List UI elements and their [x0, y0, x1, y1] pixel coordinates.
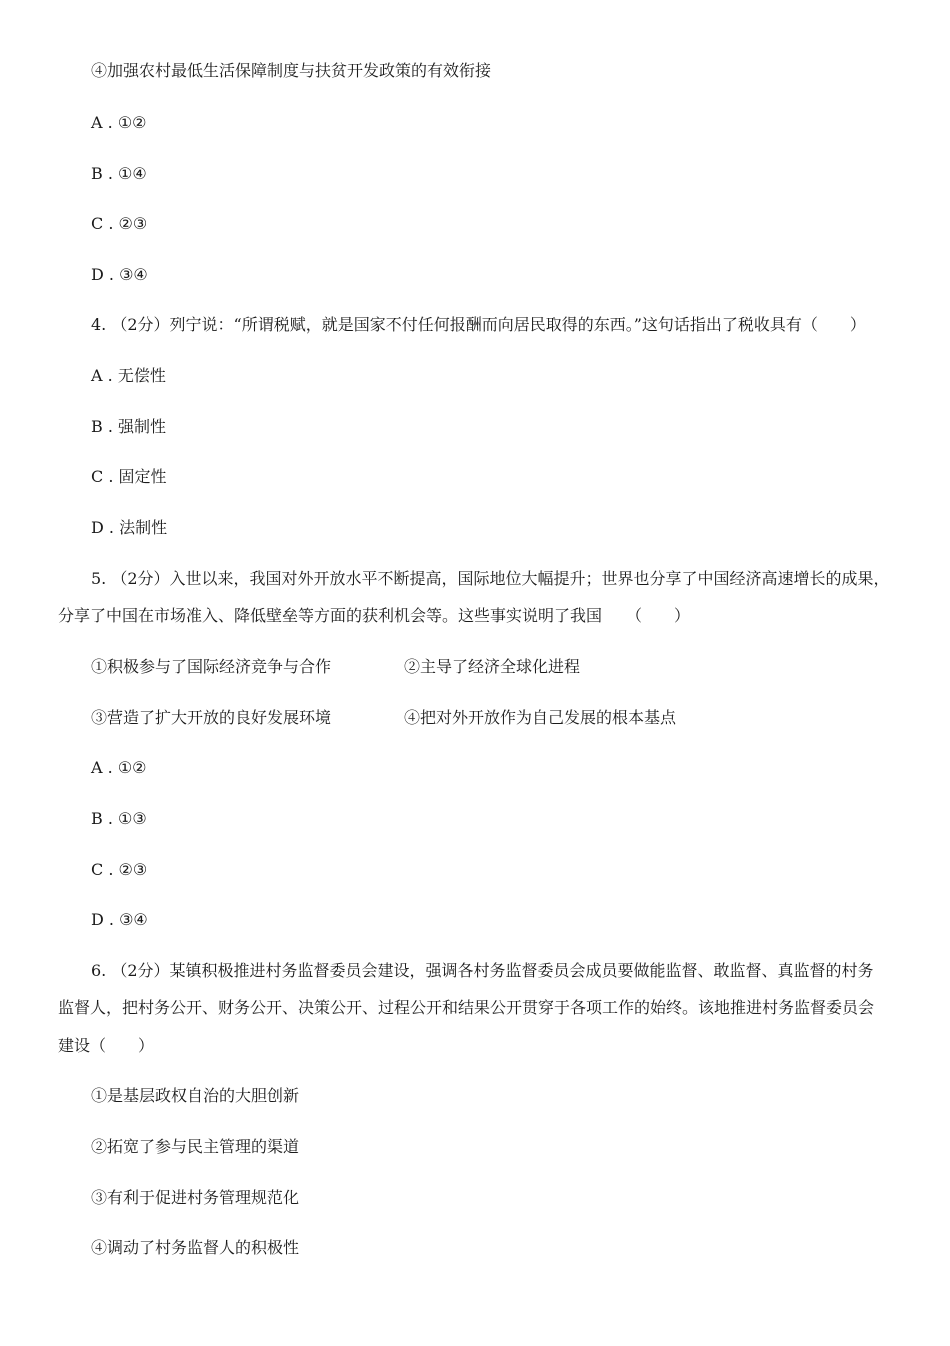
q6-stem-line-1: 6. （2分）某镇积极推进村务监督委员会建设，强调各村务监督委员会成员要做能监督、敢监督、真监督的村务 — [91, 961, 874, 980]
q4-option-b[interactable]: B . 强制性 — [91, 417, 167, 436]
q3-item-4: ④加强农村最低生活保障制度与扶贫开发政策的有效衔接 — [91, 61, 492, 80]
q4-option-c[interactable]: C . 固定性 — [91, 467, 167, 486]
q3-option-c[interactable]: C . ②③ — [91, 214, 148, 233]
q5-item-1: ①积极参与了国际经济竞争与合作 — [91, 657, 332, 676]
q4-option-d[interactable]: D . 法制性 — [91, 518, 168, 537]
q3-option-a[interactable]: A . ①② — [91, 113, 147, 132]
q4-stem: 4. （2分）列宁说：“所谓税赋，就是国家不付任何报酬而向居民取得的东西。”这句话指出了税收具有（ ） — [91, 315, 866, 334]
q5-item-3: ③营造了扩大开放的良好发展环境 — [91, 708, 332, 727]
q6-item-2: ②拓宽了参与民主管理的渠道 — [91, 1137, 300, 1156]
q5-item-4: ④把对外开放作为自己发展的根本基点 — [404, 708, 677, 727]
q5-option-d[interactable]: D . ③④ — [91, 910, 148, 929]
q5-stem-line-1: 5. （2分）入世以来，我国对外开放水平不断提高，国际地位大幅提升；世界也分享了中国经济高速增长的成果， — [91, 569, 890, 588]
q3-option-d[interactable]: D . ③④ — [91, 265, 148, 284]
q6-item-3: ③有利于促进村务管理规范化 — [91, 1188, 300, 1207]
q5-option-b[interactable]: B . ①③ — [91, 809, 147, 828]
q5-option-c[interactable]: C . ②③ — [91, 860, 148, 879]
q6-stem-line-3: 建设（ ） — [58, 1036, 155, 1055]
q5-option-a[interactable]: A . ①② — [91, 758, 147, 777]
q5-item-2: ②主导了经济全球化进程 — [404, 657, 581, 676]
q6-item-1: ①是基层政权自治的大胆创新 — [91, 1086, 300, 1105]
q3-option-b[interactable]: B . ①④ — [91, 164, 147, 183]
q6-item-4: ④调动了村务监督人的积极性 — [91, 1238, 300, 1257]
q5-stem-line-2: 分享了中国在市场准入、降低壁垒等方面的获利机会等。这些事实说明了我国 （ ） — [58, 606, 691, 625]
q6-stem-line-2: 监督人，把村务公开、财务公开、决策公开、过程公开和结果公开贯穿于各项工作的始终。该地推进村务监督委员会 — [58, 998, 875, 1017]
q4-option-a[interactable]: A . 无偿性 — [91, 366, 166, 385]
